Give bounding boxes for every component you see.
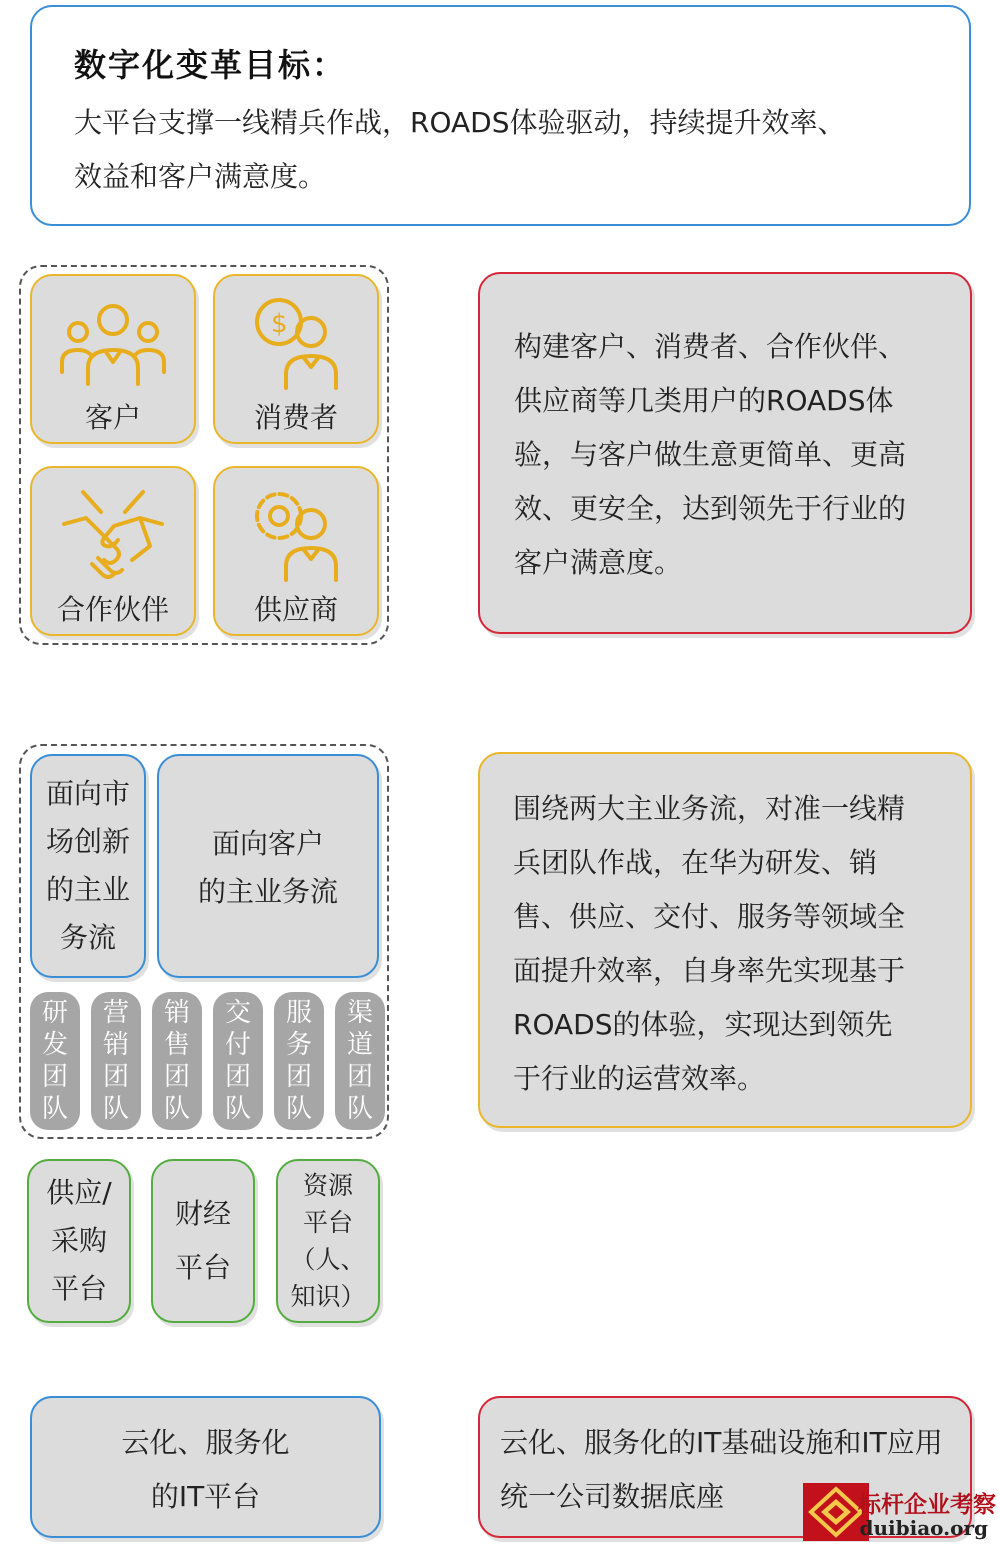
consumer-icon xyxy=(241,292,351,392)
platform-finance xyxy=(151,1159,255,1323)
business-desc-line-2: 兵团队作战，在华为研发、销 xyxy=(513,846,878,879)
watermark-url: duibiao.org xyxy=(859,1516,988,1540)
users-desc-line-5: 客户满意度。 xyxy=(514,546,683,579)
market-flow-line-4: 务流 xyxy=(59,921,116,954)
business-desc-line-5: ROADS的体验，实现达到领先 xyxy=(513,1008,893,1041)
customer-flow-line-2: 的主业务流 xyxy=(197,875,338,908)
team-marketing-char-3: 团 xyxy=(102,1062,129,1092)
goal-line-2: 效益和客户满意度。 xyxy=(74,160,327,193)
it-desc-line-1: 云化、服务化的IT基础设施和IT应用 xyxy=(500,1426,943,1459)
it-platform-line-1: 云化、服务化 xyxy=(121,1426,290,1459)
team-delivery-char-3: 团 xyxy=(224,1062,251,1092)
tile-customers-label: 客户 xyxy=(84,401,141,434)
tile-supplier xyxy=(213,466,379,636)
it-platform-box xyxy=(30,1396,381,1538)
team-sales xyxy=(152,992,202,1130)
team-service-char-4: 队 xyxy=(285,1094,312,1124)
platform-supply xyxy=(27,1159,131,1323)
platform-resource-line-4: 知识） xyxy=(290,1282,366,1311)
business-desc-line-6: 于行业的运营效率。 xyxy=(513,1062,766,1095)
tile-consumer-label: 消费者 xyxy=(253,401,338,434)
watermark-name: 标杆企业考察 xyxy=(858,1491,996,1518)
team-channel xyxy=(335,992,385,1130)
team-marketing xyxy=(91,992,141,1130)
tile-partners xyxy=(30,466,196,636)
team-channel-char-2: 道 xyxy=(346,1030,373,1060)
team-service-char-2: 务 xyxy=(285,1030,312,1060)
platform-supply-line-3: 平台 xyxy=(50,1272,107,1305)
market-flow-box xyxy=(30,754,146,978)
platform-resource-line-3: （人、 xyxy=(290,1245,366,1274)
platform-finance-line-1: 财经 xyxy=(174,1197,231,1230)
business-description xyxy=(478,752,972,1128)
business-desc-line-1: 围绕两大主业务流，对准一线精 xyxy=(513,792,906,825)
users-desc-line-4: 效、更安全，达到领先于行业的 xyxy=(514,492,907,525)
team-marketing-char-1: 营 xyxy=(102,998,129,1028)
customers-icon xyxy=(58,292,168,392)
users-desc-line-3: 验，与客户做生意更简单、更高 xyxy=(514,438,907,471)
team-sales-char-1: 销 xyxy=(163,998,190,1028)
customer-flow-box xyxy=(157,754,379,978)
tile-partners-label: 合作伙伴 xyxy=(56,593,169,626)
team-delivery-char-1: 交 xyxy=(224,998,251,1028)
users-desc-line-1: 构建客户、消费者、合作伙伴、 xyxy=(514,330,907,363)
goal-text xyxy=(74,96,934,204)
team-marketing-char-2: 销 xyxy=(102,1030,129,1060)
team-rnd-char-4: 队 xyxy=(41,1094,68,1124)
users-description xyxy=(478,272,972,634)
team-rnd-char-1: 研 xyxy=(41,998,68,1028)
goal-title: 数字化变革目标： xyxy=(74,46,347,84)
business-desc-line-4: 面提升效率，自身率先实现基于 xyxy=(513,954,906,987)
team-rnd-char-3: 团 xyxy=(41,1062,68,1092)
team-sales-char-4: 队 xyxy=(163,1094,190,1124)
team-delivery xyxy=(213,992,263,1130)
supplier-icon xyxy=(241,484,351,584)
team-marketing-char-4: 队 xyxy=(102,1094,129,1124)
customer-flow-line-1: 面向客户 xyxy=(211,827,324,860)
users-desc-line-2: 供应商等几类用户的ROADS体 xyxy=(514,384,894,417)
svg-text:$: $ xyxy=(271,309,288,339)
market-flow-line-2: 场创新 xyxy=(45,825,130,858)
it-desc-line-2: 统一公司数据底座 xyxy=(500,1480,725,1513)
team-service-char-3: 团 xyxy=(285,1062,312,1092)
team-service xyxy=(274,992,324,1130)
goal-line-1: 大平台支撑一线精兵作战，ROADS体验驱动，持续提升效率、 xyxy=(74,106,846,139)
team-channel-char-3: 团 xyxy=(346,1062,373,1092)
team-rnd-char-2: 发 xyxy=(41,1030,68,1060)
tile-consumer xyxy=(213,274,379,444)
handshake-icon xyxy=(58,484,168,584)
platform-resource xyxy=(276,1159,380,1323)
market-flow-line-3: 的主业 xyxy=(45,873,130,906)
it-platform-line-2: 的IT平台 xyxy=(150,1480,261,1513)
team-sales-char-2: 售 xyxy=(163,1030,190,1060)
team-service-char-1: 服 xyxy=(285,998,312,1028)
platform-resource-line-1: 资源 xyxy=(302,1171,353,1200)
tile-supplier-label: 供应商 xyxy=(253,593,338,626)
platform-supply-line-1: 供应/ xyxy=(46,1176,112,1209)
team-channel-char-1: 渠 xyxy=(346,998,373,1028)
tile-customers xyxy=(30,274,196,444)
team-rnd xyxy=(30,992,80,1130)
business-desc-line-3: 售、供应、交付、服务等领域全 xyxy=(513,900,906,933)
platform-finance-line-2: 平台 xyxy=(174,1251,231,1284)
team-delivery-char-4: 队 xyxy=(224,1094,251,1124)
team-sales-char-3: 团 xyxy=(163,1062,190,1092)
platform-supply-line-2: 采购 xyxy=(50,1224,107,1257)
platform-resource-line-2: 平台 xyxy=(302,1208,353,1237)
market-flow-line-1: 面向市 xyxy=(45,777,130,810)
team-delivery-char-2: 付 xyxy=(224,1030,251,1060)
team-channel-char-4: 队 xyxy=(346,1094,373,1124)
